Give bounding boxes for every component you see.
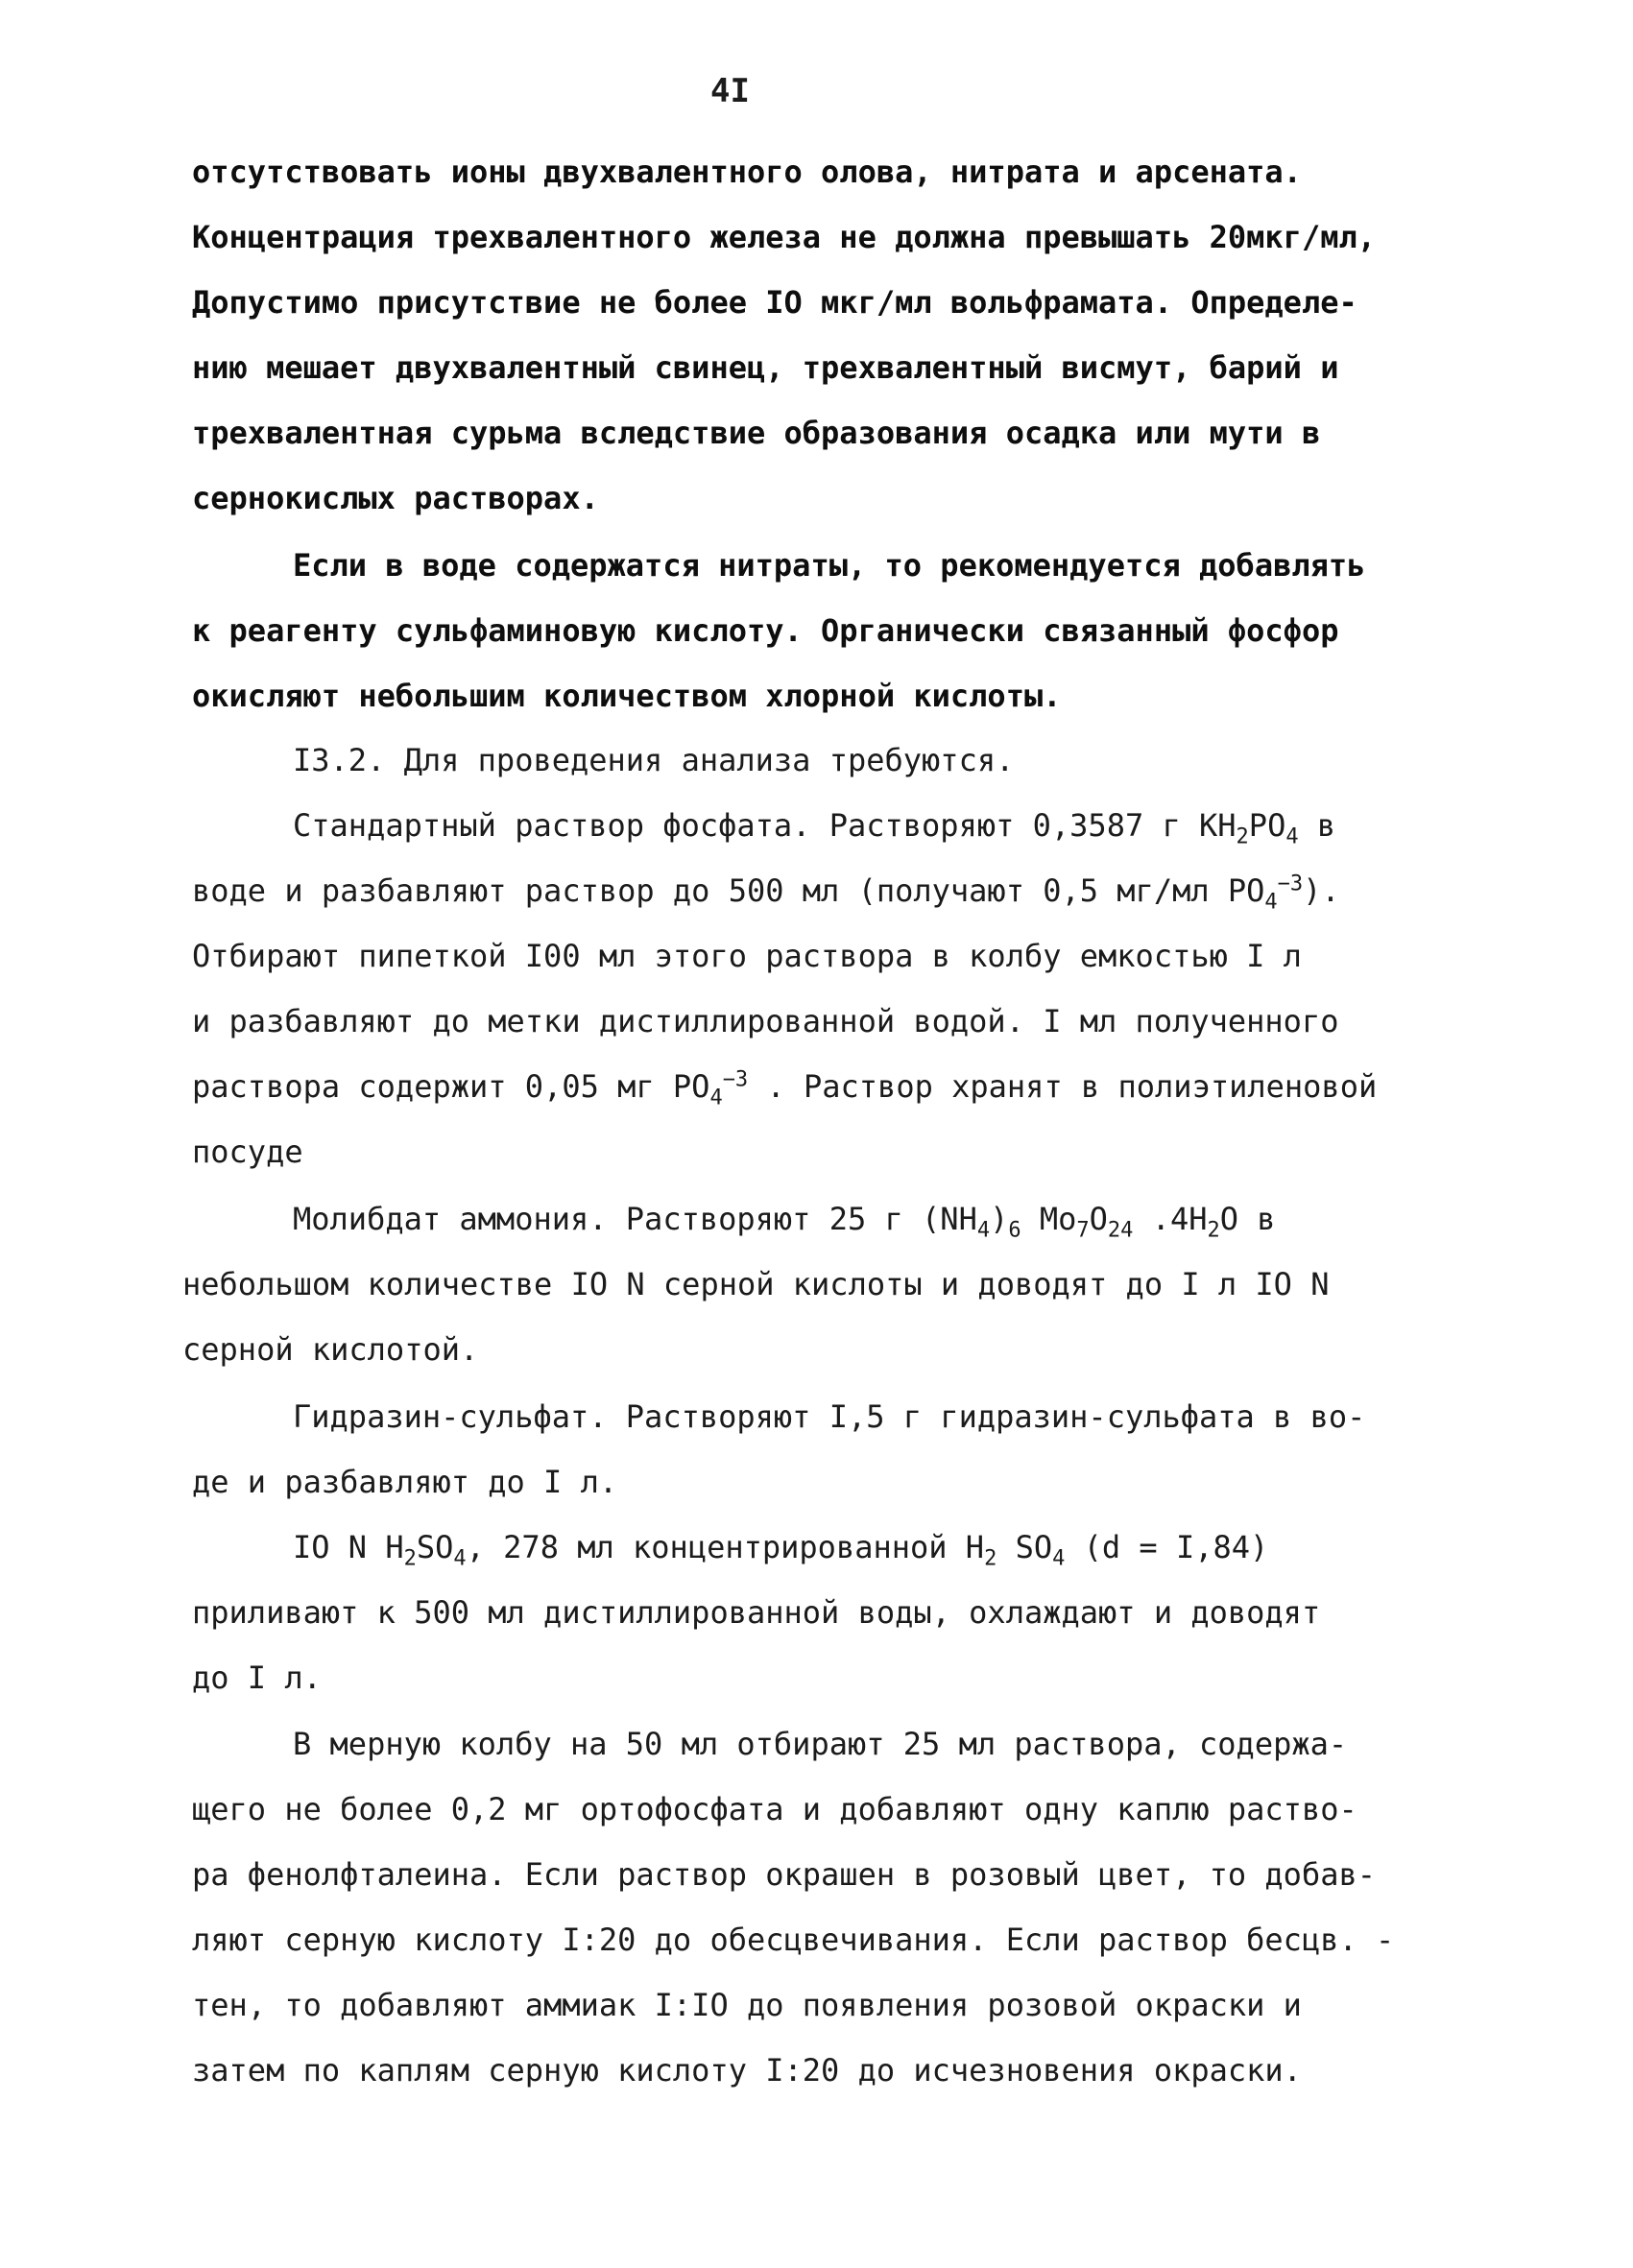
text-line: Концентрация трехвалентного железа не должна превышать 20мкг/мл,: [192, 219, 1376, 255]
text-line: посуде: [192, 1134, 303, 1170]
text-line: трехвалентная сурьма вследствие образования осадка или мути в: [192, 415, 1321, 451]
paragraph-sulfuric-acid: [192, 1515, 1469, 1710]
text-line: и разбавляют до метки дистиллированной водой. I мл полученного: [192, 1003, 1339, 1039]
paragraph-hydrazine-sulfate: [192, 1384, 1469, 1515]
text-line: небольшом количестве IO N серной кислоты и доводят до I л IO N: [182, 1266, 1330, 1302]
page-number: 4I: [710, 72, 750, 110]
text-line: ляют серную кислоту I:20 до обесцвечивания. Если раствор бесцв. -: [192, 1922, 1395, 1958]
text-line: приливают к 500 мл дистиллированной воды, охлаждают и доводят: [192, 1594, 1321, 1631]
text-line: Допустимо присутствие не более IO мкг/мл вольфрамата. Определе-: [192, 284, 1357, 321]
paragraph-interferences: [192, 139, 1469, 531]
text-line: щего не более 0,2 мг ортофосфата и добавляют одну каплю раство-: [192, 1791, 1357, 1827]
text-line: Молибдат аммония. Растворяют 25 г $(NH_4)_6$ $Mo_7O_{24}$ $.4H_2O$ в: [293, 1201, 1276, 1243]
text-line: затем по каплям серную кислоту I:20 до исчезновения окраски.: [192, 2052, 1302, 2089]
text-line: сернокислых растворах.: [192, 480, 599, 516]
section-heading-13-2: [192, 728, 1469, 793]
text-line: I3.2. Для проведения анализа требуются.: [293, 742, 1015, 778]
paragraph-procedure: [192, 1711, 1469, 2103]
text-line: серной кислотой.: [182, 1331, 479, 1368]
text-line: ра фенолфталеина. Если раствор окрашен в розовый цвет, то добав-: [192, 1856, 1376, 1893]
paragraph-standard-solution: [192, 793, 1469, 1184]
text-line: де и разбавляют до I л.: [192, 1464, 618, 1500]
text-line: IO N $H_2SO_4$, 278 мл концентрированной $H_2$ $SO_4$ (d = I,84): [293, 1529, 1269, 1571]
text-line: нию мешает двухвалентный свинец, трехвалентный висмут, барий и: [192, 349, 1339, 386]
text-line: тен, то добавляют аммиак I:IO до появления розовой окраски и: [192, 1987, 1302, 2023]
text-line: раствора содержит 0,05 мг $PO_4^{-3}$ . Раствор хранят в полиэтиленовой: [192, 1067, 1378, 1110]
paragraph-ammonium-molybdate: [182, 1186, 1469, 1382]
text-line: к реагенту сульфаминовую кислоту. Органически связанный фосфор: [192, 612, 1339, 649]
text-line: В мерную колбу на 50 мл отбирают 25 мл раствора, содержа-: [293, 1726, 1348, 1762]
text-line: воде и разбавляют раствор до 500 мл (получают 0,5 мг/мл $PO_4^{-3}$).: [192, 871, 1340, 915]
text-line: Если в воде содержатся нитраты, то рекомендуется добавлять: [293, 547, 1366, 584]
text-line: Стандартный раствор фосфата. Растворяют 0,3587 г $KH_2PO_4$ в: [293, 807, 1336, 849]
text-line: Гидразин-сульфат. Растворяют I,5 г гидразин-сульфата в во-: [293, 1398, 1366, 1435]
paragraph-nitrates: [192, 533, 1469, 728]
text-line: окисляют небольшим количеством хлорной кислоты.: [192, 678, 1062, 714]
text-line: Отбирают пипеткой I00 мл этого раствора в колбу емкостью I л: [192, 938, 1302, 974]
text-line: отсутствовать ионы двухвалентного олова, нитрата и арсената.: [192, 154, 1302, 190]
text-line: до I л.: [192, 1659, 322, 1696]
